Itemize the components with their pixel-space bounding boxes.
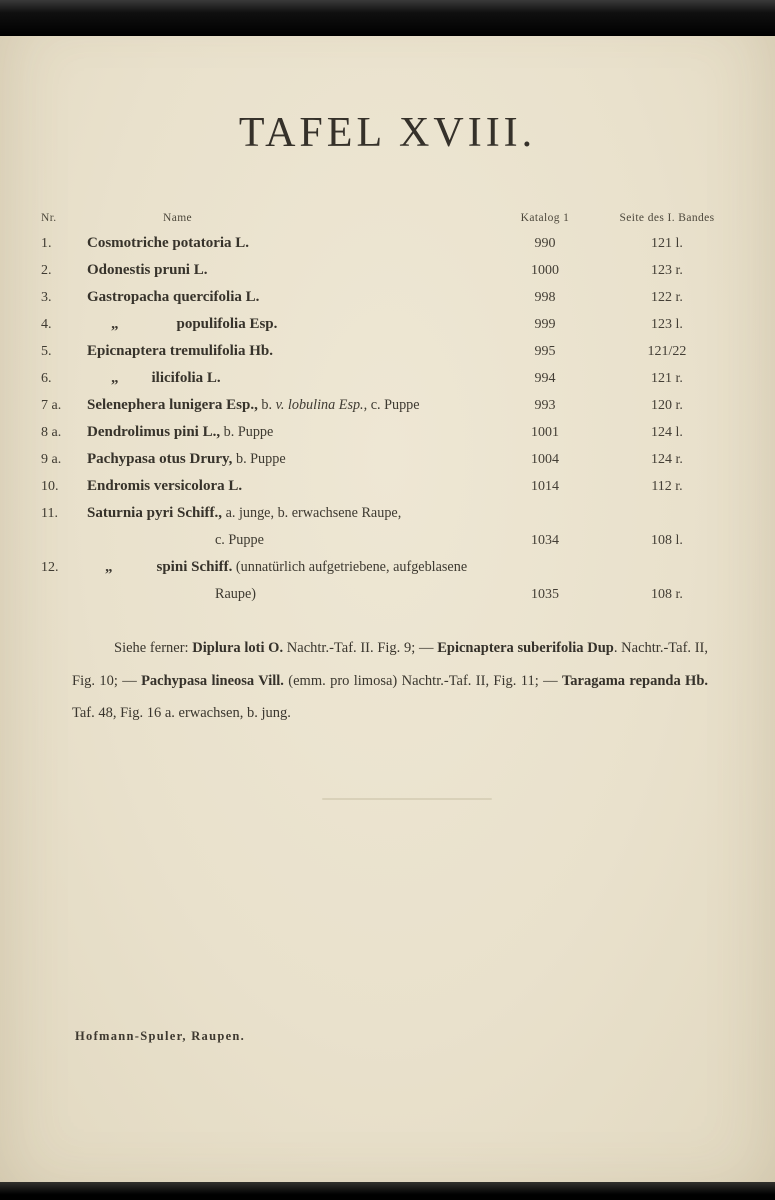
- seite-reference: 108 l.: [651, 533, 683, 548]
- page-title: TAFEL XVIII.: [238, 110, 537, 156]
- species-rest: b. Puppe: [232, 451, 286, 467]
- species-bold: Saturnia pyri Schiff.,: [87, 505, 223, 521]
- seite-reference: 122 r.: [651, 290, 683, 305]
- scan-edge-bottom: [0, 1182, 775, 1200]
- row-number: 10.: [41, 479, 59, 494]
- katalog-number: 995: [534, 344, 556, 359]
- note-species-bold: Epicnaptera suberifolia Dup: [437, 640, 614, 656]
- species-name: [87, 423, 510, 441]
- row-number: 11.: [41, 506, 58, 521]
- species-bold: ilicifolia L.: [151, 370, 221, 386]
- species-name: [87, 396, 510, 414]
- section-divider: [322, 798, 492, 800]
- species-name: [87, 315, 510, 333]
- table-row: [0, 396, 775, 423]
- note-text: (emm. pro limosa) Nachtr.-Taf. II, Fig. 11; —: [283, 672, 562, 689]
- continuation-text: c. Puppe: [215, 532, 264, 548]
- species-name: [87, 504, 510, 522]
- continuation-text: Raupe): [215, 586, 256, 602]
- table-row: [0, 423, 775, 450]
- see-also-paragraph: [72, 632, 708, 730]
- species-bold: Dendrolimus pini L.,: [87, 424, 221, 440]
- note-species-bold: Diplura loti O.: [192, 640, 284, 656]
- table-row: [0, 315, 775, 342]
- table-row: [0, 342, 775, 369]
- table-row-continuation: [0, 531, 775, 558]
- note-species-bold: Pachypasa lineosa Vill.: [141, 672, 284, 689]
- species-rest: b. Puppe: [220, 424, 274, 440]
- species-name: [87, 450, 510, 468]
- table-row-continuation: [0, 585, 775, 612]
- table-header-row: [0, 212, 775, 230]
- species-name: [87, 585, 510, 603]
- katalog-number: 998: [534, 290, 556, 305]
- table-row: [0, 288, 775, 315]
- note-species-bold: Taragama repanda Hb.: [561, 672, 709, 689]
- species-bold: Gastropacha quercifolia L.: [87, 289, 260, 305]
- species-rest: c. Puppe: [367, 397, 420, 413]
- seite-reference: 121 l.: [651, 236, 683, 251]
- katalog-number: 1001: [531, 425, 559, 440]
- species-bold: Endromis versicolora L.: [87, 478, 243, 494]
- row-number: 5.: [41, 344, 52, 359]
- scan-edge-top: [0, 0, 775, 36]
- ditto-mark: „: [111, 370, 119, 386]
- header-nr: Nr.: [41, 212, 57, 224]
- seite-reference: 120 r.: [651, 398, 683, 413]
- seite-reference: 108 r.: [651, 587, 683, 602]
- row-number: 4.: [41, 317, 52, 332]
- species-name: [87, 369, 510, 387]
- species-bold: Selenephera lunigera Esp.,: [87, 397, 258, 413]
- table-row: [0, 234, 775, 261]
- seite-reference: 121 r.: [651, 371, 683, 386]
- header-katalog: Katalog 1: [520, 212, 570, 224]
- species-bold: Cosmotriche potatoria L.: [87, 235, 250, 251]
- header-name: Name: [163, 212, 193, 224]
- ditto-mark: „: [111, 316, 119, 332]
- katalog-number: 999: [534, 317, 556, 332]
- note-text: . Nachtr.-Taf. II, Fig. 10; —: [72, 640, 709, 689]
- species-bold: spini Schiff.: [156, 559, 233, 575]
- row-number: 12.: [41, 560, 59, 575]
- signature-line: Hofmann-Spuler, Raupen.: [75, 1029, 246, 1043]
- katalog-number: 1034: [531, 533, 559, 548]
- table-row: [0, 504, 775, 531]
- note-text: Siehe ferner:: [114, 640, 193, 656]
- katalog-number: 1035: [531, 587, 559, 602]
- species-italic: v. lobulina Esp.,: [275, 397, 368, 413]
- header-seite: Seite des I. Bandes: [619, 212, 715, 224]
- species-name: [87, 288, 510, 306]
- seite-reference: 123 r.: [651, 263, 683, 278]
- table-row: [0, 450, 775, 477]
- species-bold: populifolia Esp.: [176, 316, 278, 332]
- seite-reference: 123 l.: [651, 317, 683, 332]
- note-text: Taf. 48, Fig. 16 a. erwachsen, b. jung.: [72, 705, 291, 721]
- table-row: [0, 261, 775, 288]
- species-name: [87, 558, 510, 576]
- note-text: Nachtr.-Taf. II. Fig. 9; —: [283, 640, 438, 656]
- katalog-number: 1004: [531, 452, 559, 467]
- katalog-number: 990: [534, 236, 556, 251]
- plate-contents-table: [0, 234, 775, 612]
- species-name: [87, 531, 510, 549]
- row-number: 6.: [41, 371, 52, 386]
- species-rest: a. junge, b. erwachsene Raupe,: [222, 505, 402, 521]
- species-rest: (unnatürlich aufgetriebene, aufgeblasene: [232, 559, 468, 575]
- seite-reference: 124 r.: [651, 452, 683, 467]
- table-row: [0, 477, 775, 504]
- species-name: [87, 261, 510, 279]
- table-row: [0, 558, 775, 585]
- katalog-number: 1014: [531, 479, 559, 494]
- row-number: 9 a.: [41, 452, 62, 467]
- katalog-number: 994: [534, 371, 556, 386]
- species-name: [87, 234, 510, 252]
- ditto-mark: „: [105, 559, 113, 575]
- species-bold: Epicnaptera tremulifolia Hb.: [87, 343, 273, 359]
- row-number: 2.: [41, 263, 52, 278]
- seite-reference: 124 l.: [651, 425, 683, 440]
- species-bold: Pachypasa otus Drury,: [87, 451, 233, 467]
- table-row: [0, 369, 775, 396]
- row-number: 3.: [41, 290, 52, 305]
- species-bold: Odonestis pruni L.: [87, 262, 208, 278]
- seite-reference: 112 r.: [651, 479, 683, 494]
- katalog-number: 1000: [531, 263, 559, 278]
- row-number: 1.: [41, 236, 52, 251]
- seite-reference: 121/22: [647, 344, 687, 359]
- species-name: [87, 477, 510, 495]
- row-number: 7 a.: [41, 398, 62, 413]
- row-number: 8 a.: [41, 425, 62, 440]
- species-name: [87, 342, 510, 360]
- katalog-number: 993: [534, 398, 556, 413]
- species-pre: b.: [257, 397, 276, 413]
